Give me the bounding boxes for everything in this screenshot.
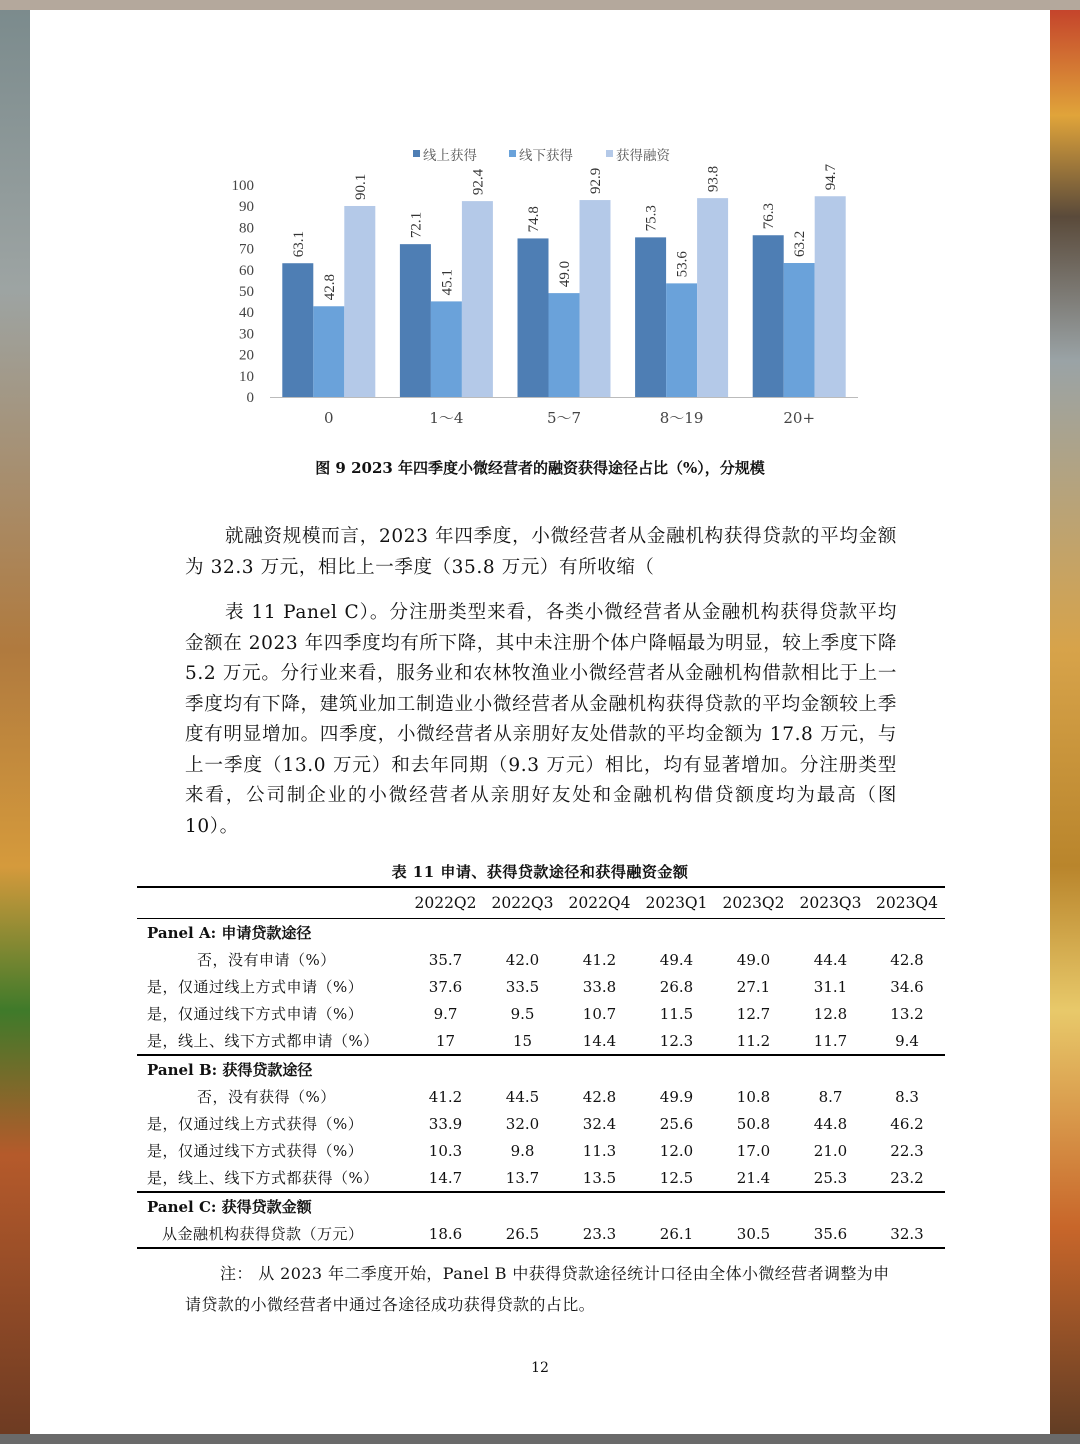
table-cell: 17.0 [736,1141,771,1160]
data-label: 92.9 [588,167,604,195]
paragraph-1: 就融资规模而言，2023 年四季度，小微经营者从金融机构获得贷款的平均金额为 32.3 万元，相比上一季度（35.8 万元）有所收缩（ [185,526,897,578]
table-cell: 11.7 [813,1031,848,1050]
table-row [137,946,945,973]
panel-title: Panel C: 获得贷款金额 [137,1192,945,1220]
table-cell: 32.0 [505,1114,540,1133]
table-row [137,1110,945,1137]
table-row [137,1083,945,1110]
bar [784,263,815,397]
table-cell: 10.8 [736,1087,771,1106]
legend-swatch [509,150,516,157]
data-label: 76.3 [761,202,778,230]
data-label: 90.1 [352,173,369,200]
y-tick-label: 70 [239,241,254,258]
table-cell: 34.6 [890,977,924,996]
bar [400,244,431,397]
table-row [137,1220,945,1248]
column-header: 2023Q1 [638,887,715,919]
table-cell: 25.6 [659,1114,694,1133]
table-cell: 26.1 [638,1220,715,1248]
data-label: 63.1 [290,230,307,258]
table-cell: 14.7 [428,1168,463,1187]
table-cell: 32.4 [582,1114,617,1133]
data-label: 63.2 [792,230,809,258]
data-label: 93.8 [705,165,722,193]
data-label: 92.4 [470,168,487,196]
table-cell: 42.0 [505,950,540,969]
y-tick-label: 40 [239,305,254,322]
table-cell: 44.4 [813,950,848,969]
y-tick-label: 20 [239,347,254,364]
y-tick-label: 100 [231,178,254,194]
row-label: 否，没有获得（%） [197,1088,336,1106]
table-cell: 12.8 [813,1004,848,1023]
table-cell: 8.7 [818,1087,843,1106]
row-label: 是，仅通过线下方式获得（%） [147,1142,364,1160]
column-header: 2023Q4 [869,887,945,919]
data-label: 74.8 [526,206,542,233]
data-label: 53.6 [674,251,691,278]
table-cell: 30.5 [715,1220,792,1248]
document-page [30,10,1050,1434]
legend-label: 线上获得 [423,148,477,164]
column-header: 2022Q3 [484,887,561,919]
column-header: 2023Q3 [792,887,869,919]
panel-title: Panel A: 申请贷款途径 [147,924,312,942]
table-cell: 17 [435,1031,456,1050]
table-cell: 9.5 [510,1004,535,1023]
table-row [137,1000,945,1027]
table-cell: 41.2 [582,950,617,969]
legend-label: 获得融资 [616,148,670,164]
table-cell: 13.5 [582,1168,617,1187]
table-cell: 49.0 [736,950,771,969]
data-label: 75.3 [643,205,660,232]
table-cell: 46.2 [890,1114,924,1133]
table-row [137,1027,945,1055]
table-cell: 9.4 [895,1031,919,1050]
y-tick-label: 60 [239,262,254,279]
x-tick-label: 8～19 [659,409,704,427]
column-header: 2022Q4 [561,887,638,919]
panel-title-row [137,919,945,947]
background-left-photo [0,0,30,1444]
table-cell: 37.6 [428,977,463,996]
table-cell: 35.7 [428,950,463,969]
table-cell: 14.4 [582,1031,617,1050]
table-cell: 49.9 [659,1087,694,1106]
table-header-row [137,887,945,919]
x-tick-label: 5～7 [546,409,582,427]
background-top-strip [0,0,1080,10]
table-cell: 27.1 [736,977,771,996]
table-cell: 23.2 [890,1168,924,1187]
table-cell: 13.2 [890,1004,924,1023]
table-cell: 42.8 [890,950,924,969]
table-cell: 21.4 [736,1168,771,1187]
table-cell: 25.3 [813,1168,848,1187]
table-cell: 11.3 [582,1141,617,1160]
background-right-photo [1050,0,1080,1444]
header-blank [137,887,407,919]
table-cell: 11.5 [659,1004,694,1023]
row-label: 是，仅通过线下方式申请（%） [147,1005,364,1023]
bar [518,238,549,397]
data-label: 42.8 [321,274,338,301]
panel-title: Panel B: 获得贷款途径 [137,1055,945,1083]
bar [313,306,344,397]
legend-label: 线下获得 [519,148,573,164]
row-label: 是，仅通过线上方式申请（%） [147,978,364,996]
page-number: 12 [531,1360,549,1376]
table-cell: 21.0 [813,1141,848,1160]
bar [431,301,462,397]
figure-caption: 图 9 2023 年四季度小微经营者的融资获得途径占比（%），分规模 [315,459,765,477]
table-cell: 35.6 [792,1220,869,1248]
x-tick-label: 0 [324,409,334,427]
table-cell: 11.2 [736,1031,771,1050]
x-tick-label: 20+ [783,409,816,427]
table-cell: 26.8 [659,977,694,996]
table-cell: 33.9 [428,1114,463,1133]
table-cell: 49.4 [659,950,694,969]
y-tick-label: 0 [246,390,254,406]
data-label: 49.0 [557,260,573,288]
bar [666,283,697,397]
bar [635,237,666,397]
table-cell: 26.5 [484,1220,561,1248]
y-tick-label: 90 [239,199,254,216]
table-caption: 表 11 申请、获得贷款途径和获得融资金额 [391,863,689,881]
table-note: 注： 从 2023 年二季度开始，Panel B 中获得贷款途径统计口径由全体小微经营者调整为申请贷款的小微经营者中通过各途径成功获得贷款的占比。 [185,1264,890,1314]
y-tick-label: 80 [239,220,254,237]
table-cell: 44.8 [813,1114,848,1133]
table-cell: 23.3 [561,1220,638,1248]
table-cell: 33.5 [505,977,540,996]
bar [815,196,846,397]
table-cell: 33.8 [582,977,617,996]
table-cell: 9.8 [510,1141,535,1160]
table-cell: 41.2 [428,1087,463,1106]
background-bottom-strip [0,1434,1080,1444]
legend-swatch [413,150,420,157]
data-label: 45.1 [439,269,456,296]
paragraph-2: 表 11 Panel C）。分注册类型来看，各类小微经营者从金融机构获得贷款平均金额在 2023 年四季度均有所下降，其中未注册个体户降幅最为明显，较上季度下降 5.2 万元。分行业来看，服务业和农林牧渔业小微经营者从金融机构借款相比于上一季度均有下降，建筑业加工制造业小微经营者从金融机构获得贷款的平均金额较上季度有明显增加。四季度，小微经营者从亲朋好友处借款的平均金额为 17.8 万元，与上一季度（13.0 万元）和去年同期（9.3 万元）相比，均有显著增加。分注册类型来看，公司制企业的小微经营者从亲朋好友处和金融机构借贷额度均为最高（图 10）。 [185,602,897,837]
table-cell: 12.3 [659,1031,694,1050]
bar-chart [30,10,1050,450]
table-row [137,973,945,1000]
table-cell: 10.7 [582,1004,617,1023]
table-cell: 8.3 [895,1087,919,1106]
table-cell: 22.3 [890,1141,924,1160]
table-cell: 18.6 [407,1220,484,1248]
panel-title-row [137,1055,945,1083]
table-cell: 50.8 [736,1114,771,1133]
y-tick-label: 50 [239,284,254,300]
legend-swatch [606,150,613,157]
table-cell: 12.5 [659,1168,694,1187]
row-label: 是，线上、线下方式都申请（%） [147,1032,379,1050]
row-label: 是，线上、线下方式都获得（%） [147,1169,379,1187]
column-header: 2023Q2 [715,887,792,919]
row-label: 是，仅通过线上方式获得（%） [147,1115,364,1133]
row-label: 从金融机构获得贷款（万元） [137,1220,407,1248]
table-cell: 13.7 [505,1168,540,1187]
bar [580,200,611,397]
table-cell: 12.7 [736,1004,771,1023]
data-label: 72.1 [408,211,425,239]
panel-title-row [137,1192,945,1220]
table-row [137,1164,945,1192]
column-header: 2022Q2 [407,887,484,919]
table-cell: 44.5 [505,1087,540,1106]
table-cell: 31.1 [813,977,848,996]
bar [753,235,784,397]
bar [282,263,313,397]
y-tick-label: 30 [239,326,254,343]
bar [697,198,728,397]
y-tick-label: 10 [239,368,254,385]
table-cell: 42.8 [582,1087,617,1106]
x-tick-label: 1～4 [429,409,464,427]
table-cell: 12.0 [659,1141,694,1160]
bar [549,293,580,397]
table-cell: 15 [512,1031,533,1050]
row-label: 否，没有申请（%） [197,951,336,969]
bar [462,201,493,397]
table-cell: 10.3 [428,1141,463,1160]
table-row [137,1137,945,1164]
table-cell: 9.7 [433,1004,458,1023]
bar [344,206,375,397]
table-cell: 32.3 [869,1220,945,1248]
loan-table [137,886,945,1249]
data-label: 94.7 [823,163,840,191]
